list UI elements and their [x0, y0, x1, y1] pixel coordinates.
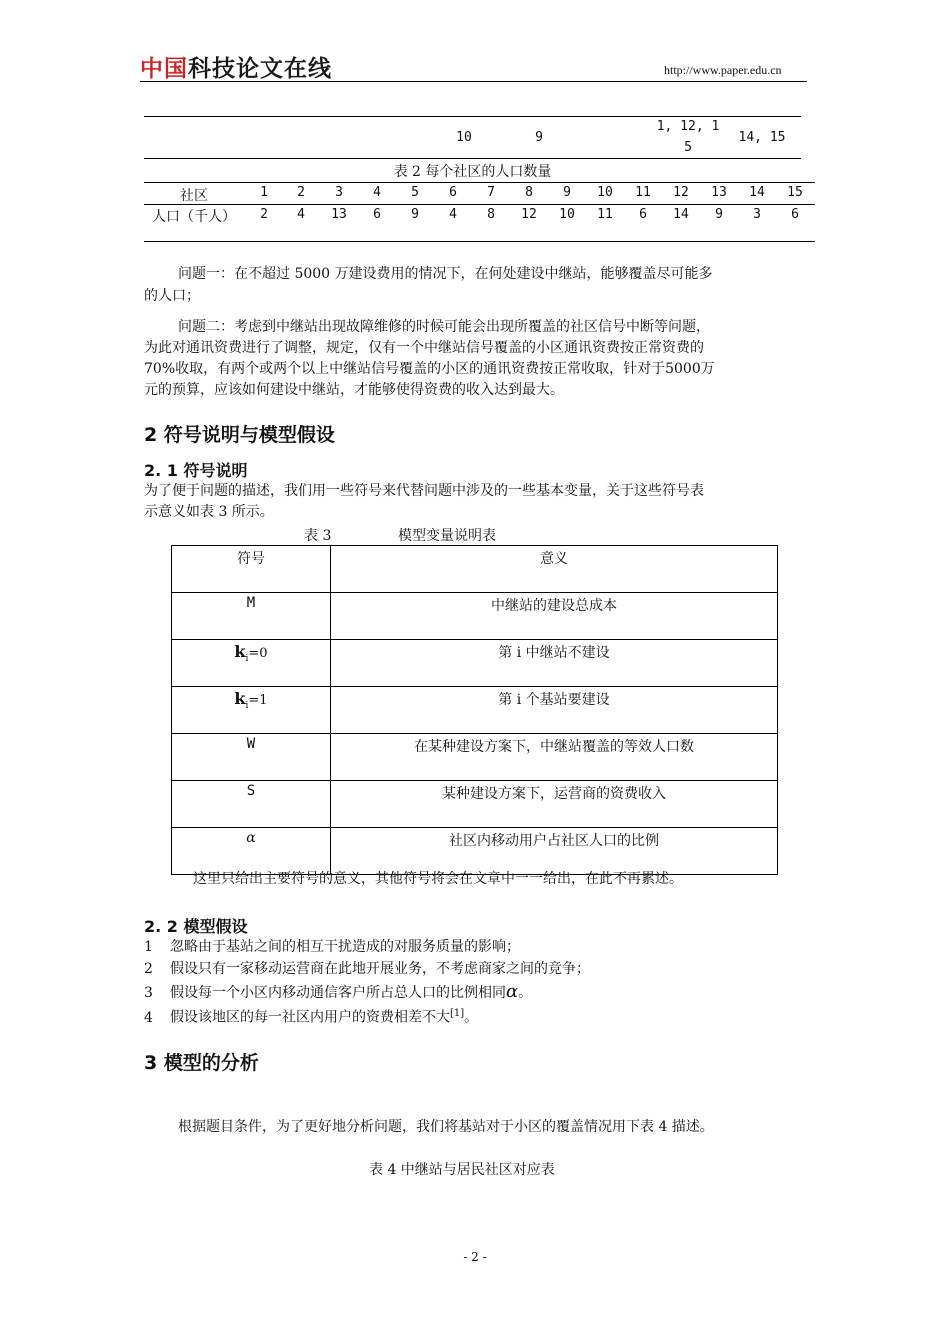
paragraph-line: 根据题目条件，为了更好地分析问题，我们将基站对于小区的覆盖情况用下表 4 描述。	[178, 1119, 714, 1135]
problem1-line: 的人口；	[144, 288, 200, 304]
meaning-cell: 第 i 中继站不建设	[331, 640, 778, 687]
journal-logo: 中国科技论文在线	[140, 56, 332, 82]
community-id-cell: 7	[487, 185, 495, 200]
problem1-line: 问题一：在不超过 5000 万建设费用的情况下，在何处建设中继站，能够覆盖尽可能多	[178, 266, 713, 282]
table1-top-rule	[144, 116, 801, 117]
table2-row-label: 社区	[180, 188, 208, 204]
symbol-cell: $k_i=1$	[172, 687, 331, 734]
table2-top-rule	[144, 182, 815, 183]
assumption-item: 1 忽略由于基站之间的相互干扰造成的对服务质量的影响；	[144, 939, 520, 955]
subsection-heading: 2. 2 模型假设	[144, 917, 248, 936]
problem2-line: 70%收取，有两个或两个以上中继站信号覆盖的小区的通讯资费按正常收取，针对于5000万	[144, 361, 715, 377]
assumption-item: 2 假设只有一家移动运营商在此地开展业务，不考虑商家之间的竞争；	[144, 961, 590, 977]
paragraph-line: 示意义如表 3 所示。	[144, 504, 274, 520]
community-id-cell: 5	[411, 185, 419, 200]
header-rule	[140, 81, 807, 82]
meaning-cell: 中继站的建设总成本	[331, 593, 778, 640]
problem2-line: 问题二：考虑到中继站出现故障维修的时候可能会出现所覆盖的社区信号中断等问题，	[178, 319, 710, 335]
community-id-cell: 3	[335, 185, 343, 200]
assumption-item: 4 假设该地区的每一社区内用户的资费相差不大[1]。	[144, 1008, 479, 1026]
community-id-cell: 4	[373, 185, 381, 200]
community-id-cell: 15	[787, 185, 803, 200]
table2-header-rule	[144, 204, 815, 205]
table3-header-row	[172, 546, 778, 593]
community-id-cell: 12	[673, 185, 689, 200]
population-cell: 6	[373, 207, 381, 222]
table-row	[172, 828, 778, 875]
table3	[171, 545, 778, 875]
page-number: - 2 -	[463, 1250, 487, 1264]
table1-bottom-rule	[144, 158, 801, 159]
community-id-cell: 6	[449, 185, 457, 200]
community-id-cell: 14	[749, 185, 765, 200]
table-row	[172, 734, 778, 781]
section-heading: 3 模型的分析	[144, 1052, 259, 1074]
citation-ref: [1]	[450, 1008, 465, 1019]
symbol-cell: W	[172, 734, 331, 781]
community-id-cell: 9	[563, 185, 571, 200]
table3-header-cell: 符号	[172, 546, 331, 593]
population-cell: 4	[449, 207, 457, 222]
population-cell: 12	[521, 207, 537, 222]
population-cell: 10	[559, 207, 575, 222]
community-id-cell: 11	[635, 185, 651, 200]
table1-cell: 9	[535, 130, 543, 145]
table4-caption: 表 4 中继站与居民社区对应表	[369, 1162, 555, 1178]
table2-row-label: 人口（千人）	[152, 209, 236, 225]
meaning-cell: 社区内移动用户占社区人口的比例	[331, 828, 778, 875]
table1-cell: 10	[456, 130, 472, 145]
table-row	[172, 640, 778, 687]
table-row	[172, 781, 778, 828]
population-cell: 8	[487, 207, 495, 222]
table-row	[172, 593, 778, 640]
community-id-cell: 2	[297, 185, 305, 200]
table1-cell: 14, 15	[738, 130, 786, 145]
community-id-cell: 1	[260, 185, 268, 200]
population-cell: 14	[673, 207, 689, 222]
table3-note: 这里只给出主要符号的意义，其他符号将会在文章中一一给出，在此不再累述。	[193, 871, 683, 887]
symbol-cell: M	[172, 593, 331, 640]
population-cell: 4	[297, 207, 305, 222]
community-id-cell: 8	[525, 185, 533, 200]
meaning-cell: 某种建设方案下，运营商的资费收入	[331, 781, 778, 828]
meaning-cell: 在某种建设方案下，中继站覆盖的等效人口数	[331, 734, 778, 781]
community-id-cell: 13	[711, 185, 727, 200]
section-heading: 2 符号说明与模型假设	[144, 424, 335, 446]
subsection-heading: 2. 1 符号说明	[144, 461, 248, 480]
table1-cell: 1, 12, 1	[656, 119, 720, 134]
problem2-line: 为此对通讯资费进行了调整，规定，仅有一个中继站信号覆盖的小区通讯资费按正常资费的	[144, 340, 704, 356]
table3-caption-title: 模型变量说明表	[398, 528, 496, 544]
table3-caption-number: 表 3	[304, 528, 332, 544]
population-cell: 2	[260, 207, 268, 222]
community-id-cell: 10	[597, 185, 613, 200]
symbol-cell: $k_i=0$	[172, 640, 331, 687]
population-cell: 13	[331, 207, 347, 222]
population-cell: 6	[639, 207, 647, 222]
symbol-cell: α	[172, 828, 331, 875]
assumption-item: 3 假设每一个小区内移动通信客户所占总人口的比例相同α。	[144, 981, 533, 1002]
population-cell: 6	[791, 207, 799, 222]
population-cell: 9	[715, 207, 723, 222]
paragraph-line: 为了便于问题的描述，我们用一些符号来代替问题中涉及的一些基本变量，关于这些符号表	[144, 483, 704, 499]
population-cell: 3	[753, 207, 761, 222]
population-cell: 11	[597, 207, 613, 222]
table2-bottom-rule	[144, 241, 815, 242]
symbol-cell: S	[172, 781, 331, 828]
population-cell: 9	[411, 207, 419, 222]
table1-cell: 5	[684, 140, 692, 155]
meaning-cell: 第 i 个基站要建设	[331, 687, 778, 734]
header-url: http://www.paper.edu.cn	[664, 63, 782, 77]
table2-caption: 表 2 每个社区的人口数量	[393, 164, 552, 180]
table3-header-cell: 意义	[331, 546, 778, 593]
table-row	[172, 687, 778, 734]
problem2-line: 元的预算，应该如何建设中继站，才能够使得资费的收入达到最大。	[144, 382, 564, 398]
